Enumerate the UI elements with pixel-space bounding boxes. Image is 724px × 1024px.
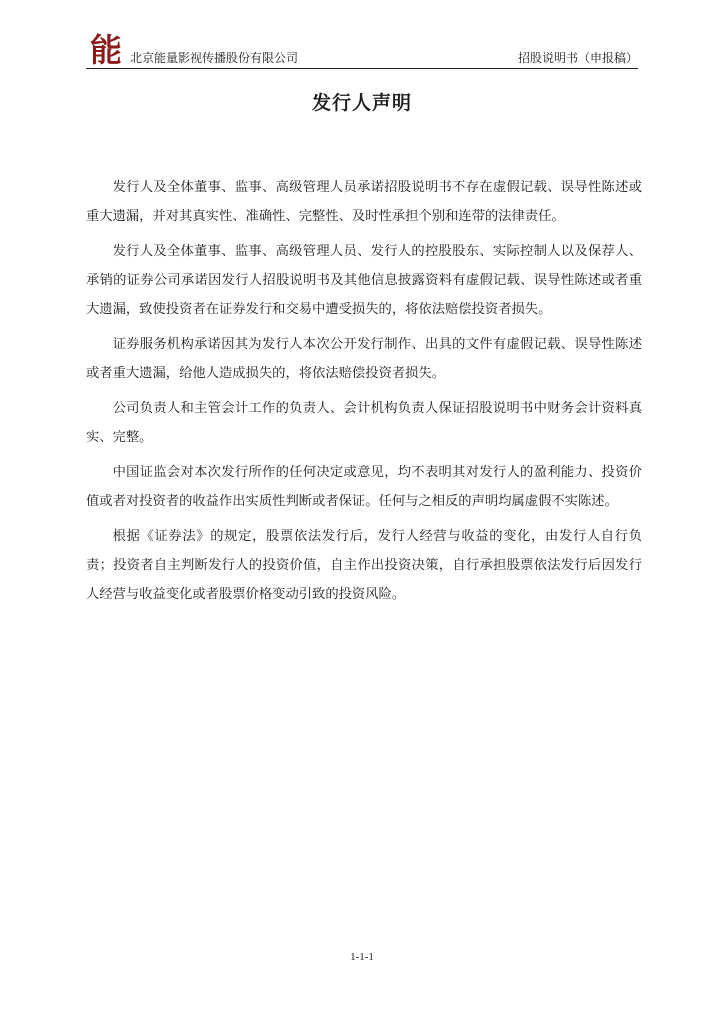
paragraph-4: 公司负责人和主管会计工作的负责人、会计机构负责人保证招股说明书中财务会计资料真实、完整。 <box>86 401 642 445</box>
logo-glyph: 能 <box>89 31 123 68</box>
header-rule <box>86 68 638 69</box>
company-logo <box>86 30 126 68</box>
page-header <box>86 30 638 68</box>
paragraph-5: 中国证监会对本次发行所作的任何决定或意见，均不表明其对发行人的盈利能力、投资价值或者对投资者的收益作出实质性判断或者保证。任何与之相反的声明均属虚假不实陈述。 <box>86 465 642 509</box>
page-number: 1-1-1 <box>350 951 374 963</box>
paragraph-6: 根据《证券法》的规定，股票依法发行后，发行人经营与收益的变化，由发行人自行负责；投资者自主判断发行人的投资价值，自主作出投资决策，自行承担股票依法发行后因发行人经营与收益变化或者股票价格变动引致的投资风险。 <box>86 529 642 602</box>
declaration-body <box>86 173 642 615</box>
document-type: 招股说明书（申报稿） <box>517 51 638 65</box>
company-name: 北京能量影视传播股份有限公司 <box>130 51 299 65</box>
paragraph-2: 发行人及全体董事、监事、高级管理人员、发行人的控股股东、实际控制人以及保荐人、承销的证券公司承诺因发行人招股说明书及其他信息披露资料有虚假记载、误导性陈述或者重大遗漏，致使投资者在证券发行和交易中遭受损失的，将依法赔偿投资者损失。 <box>86 244 642 317</box>
paragraph-3: 证券服务机构承诺因其为发行人本次公开发行制作、出具的文件有虚假记载、误导性陈述或者重大遗漏，给他人造成损失的，将依法赔偿投资者损失。 <box>86 337 642 381</box>
page-title: 发行人声明 <box>311 92 412 114</box>
paragraph-1: 发行人及全体董事、监事、高级管理人员承诺招股说明书不存在虚假记载、误导性陈述或重大遗漏，并对其真实性、准确性、完整性、及时性承担个别和连带的法律责任。 <box>86 180 642 224</box>
